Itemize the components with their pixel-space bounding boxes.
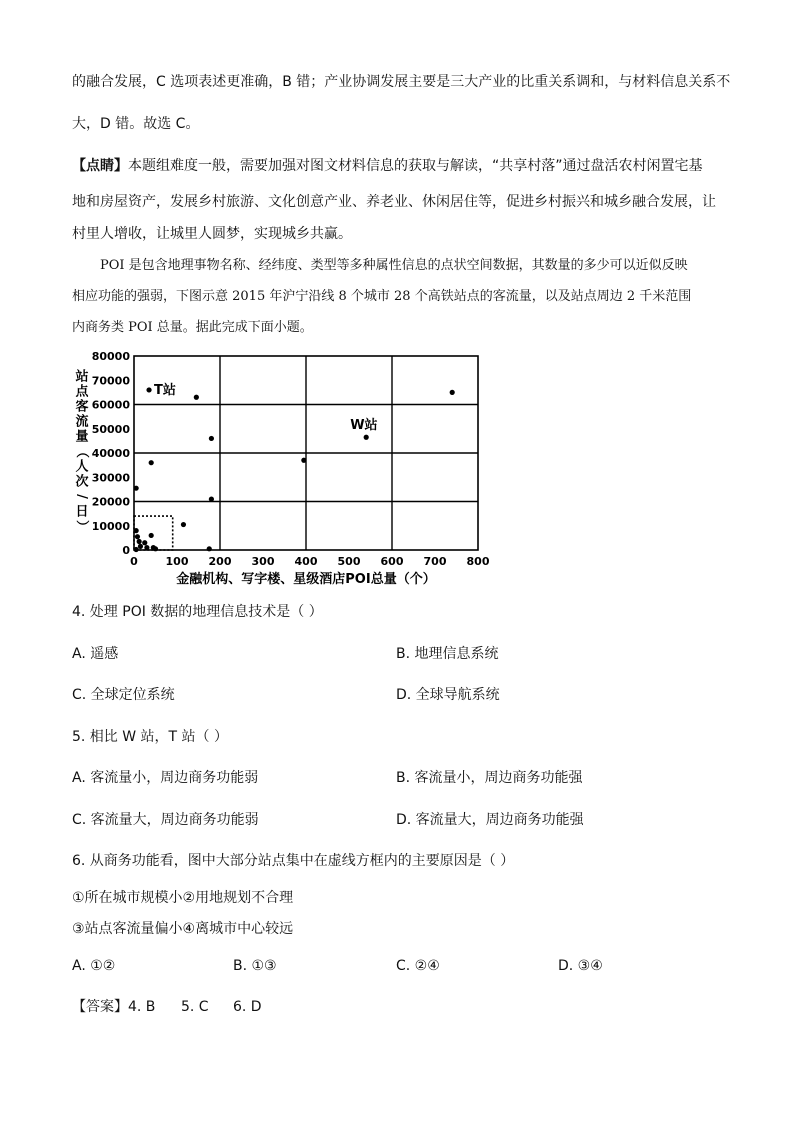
- q6-stem: 6. 从商务功能看，图中大部分站点集中在虚线方框内的主要原因是（ ）: [72, 853, 515, 869]
- data-point: [181, 522, 186, 527]
- point-label: T站: [154, 382, 176, 398]
- q6-option-c[interactable]: C. ②④: [396, 958, 440, 974]
- y-tick-label: 70000: [91, 374, 130, 388]
- y-tick-label: 60000: [91, 398, 130, 412]
- y-tick-label: 50000: [91, 422, 130, 436]
- q4-stem: 4. 处理 POI 数据的地理信息技术是（ ）: [72, 604, 323, 620]
- data-point: [144, 545, 149, 550]
- data-point: [146, 387, 151, 392]
- material-line-3: 内商务类 POI 总量。据此完成下面小题。: [72, 320, 313, 335]
- data-point: [134, 528, 139, 533]
- scatter-chart: [70, 348, 490, 590]
- data-point: [149, 533, 154, 538]
- y-tick-label: 20000: [91, 495, 130, 509]
- q4-option-d[interactable]: D. 全球导航系统: [396, 687, 500, 703]
- data-point: [301, 458, 306, 463]
- tips-text-1: 本题组难度一般，需要加强对图文材料信息的获取与解读，“共享村落”通过盘活农村闲置宅基: [128, 158, 703, 174]
- y-label-char: 站: [75, 369, 89, 385]
- tips-line-2: 地和房屋资产，发展乡村旅游、文化创意产业、养老业、休闲居住等，促进乡村振兴和城乡融合发展，让: [72, 194, 716, 210]
- data-point: [450, 390, 455, 395]
- data-point: [134, 547, 139, 552]
- x-tick-label: 0: [130, 555, 138, 568]
- y-tick-label: 80000: [91, 350, 130, 363]
- y-label-char: 点: [75, 384, 89, 400]
- y-label-char: 客: [75, 399, 89, 415]
- y-tick-label: 40000: [91, 447, 130, 460]
- x-tick-label: 800: [466, 555, 490, 568]
- data-point: [207, 546, 212, 551]
- y-axis-label: [74, 369, 90, 534]
- y-label-char: 人: [75, 459, 89, 475]
- q4-option-b[interactable]: B. 地理信息系统: [396, 646, 499, 662]
- x-tick-label: 600: [380, 555, 404, 568]
- y-label-char: 量: [75, 429, 89, 445]
- tips-line-3: 村里人增收，让城里人圆梦，实现城乡共赢。: [72, 226, 352, 242]
- answer-4: 4. B: [128, 999, 156, 1015]
- data-point: [153, 546, 158, 551]
- answer-6: 6. D: [233, 999, 262, 1015]
- x-tick-label: 300: [251, 555, 275, 568]
- prev-line-2: 大，D 错。故选 C。: [72, 116, 200, 132]
- y-tick-labels: [92, 350, 131, 557]
- tips-tag: 【点睛】: [72, 158, 128, 174]
- data-point: [137, 539, 142, 544]
- x-axis-label: 金融机构、写字楼、星级酒店POI总量（个）: [176, 572, 436, 587]
- answer-tag: 【答案】: [72, 999, 128, 1015]
- y-label-char: （: [74, 444, 89, 459]
- data-point: [364, 435, 369, 440]
- q6-option-d[interactable]: D. ③④: [558, 958, 603, 974]
- y-label-char: 日: [75, 504, 89, 520]
- y-tick-label: 0: [122, 544, 130, 557]
- y-label-char: 流: [75, 414, 89, 430]
- data-point: [194, 395, 199, 400]
- y-tick-label: 10000: [91, 519, 130, 533]
- point-label: W站: [350, 418, 378, 434]
- q5-option-a[interactable]: A. 客流量小，周边商务功能弱: [72, 770, 259, 786]
- data-point: [209, 496, 214, 501]
- y-label-char: 次: [75, 474, 89, 490]
- q4-option-c[interactable]: C. 全球定位系统: [72, 687, 175, 703]
- data-point: [209, 436, 214, 441]
- x-tick-label: 100: [165, 555, 189, 568]
- q6-statements-2: ③站点客流量偏小④离城市中心较远: [72, 921, 294, 937]
- y-tick-label: 30000: [91, 471, 130, 485]
- x-tick-label: 400: [294, 555, 318, 568]
- answer-5: 5. C: [181, 999, 209, 1015]
- data-point: [138, 544, 143, 549]
- q5-option-d[interactable]: D. 客流量大，周边商务功能强: [396, 812, 584, 828]
- prev-line-1: 的融合发展，C 选项表述更准确，B 错；产业协调发展主要是三大产业的比重关系调和，与材料信息关系不: [72, 74, 731, 90]
- tips-line-1: [72, 156, 703, 176]
- q6-option-a[interactable]: A. ①②: [72, 958, 116, 974]
- y-label-char: ）: [74, 519, 89, 534]
- x-tick-label: 700: [423, 555, 447, 568]
- x-tick-label: 500: [337, 555, 361, 568]
- x-tick-labels: [130, 555, 490, 568]
- q6-option-b[interactable]: B. ①③: [233, 958, 277, 974]
- material-line-1: POI 是包含地理事物名称、经纬度、类型等多种属性信息的点状空间数据，其数量的多少可以近似反映: [100, 258, 688, 273]
- q6-statements-1: ①所在城市规模小②用地规划不合理: [72, 890, 294, 906]
- chart-grid: [134, 356, 478, 550]
- x-tick-label: 200: [208, 555, 232, 568]
- data-point: [142, 540, 147, 545]
- data-point: [149, 460, 154, 465]
- q5-option-b[interactable]: B. 客流量小，周边商务功能强: [396, 770, 583, 786]
- q5-stem: 5. 相比 W 站，T 站（ ）: [72, 729, 229, 745]
- q5-option-c[interactable]: C. 客流量大，周边商务功能弱: [72, 812, 259, 828]
- data-point: [135, 534, 140, 539]
- chart-points: [134, 387, 455, 552]
- chart-annotations: [154, 382, 377, 433]
- q4-option-a[interactable]: A. 遥感: [72, 646, 119, 662]
- data-point: [134, 486, 139, 491]
- y-label-char: /: [74, 494, 89, 499]
- material-line-2: 相应功能的强弱，下图示意 2015 年沪宁沿线 8 个城市 28 个高铁站点的客流量，以及站点周边 2 千米范围: [72, 289, 692, 304]
